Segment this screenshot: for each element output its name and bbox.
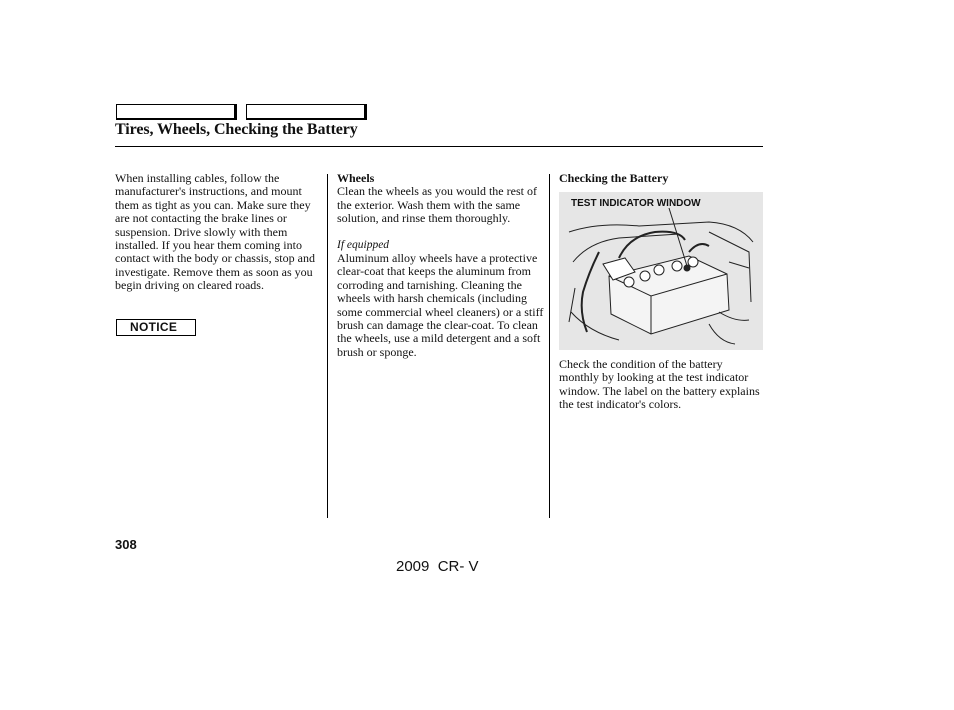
if-equipped-note: If equipped <box>337 238 390 251</box>
column-divider-1 <box>327 174 328 518</box>
battery-paragraph: Check the condition of the battery monthly by looking at the test indicator window. The label on the battery explains the test indicator's colors. <box>559 357 760 412</box>
chains-paragraph: When installing cables, follow the manufacturer's instructions, and mount them as tight as you can. Make sure they are not contacting the brake lines or suspension. Drive slowly with them installed. If you hear them coming into contact with the body or chassis, stop and investigate. Remove them as soon as you begin driving on cleared roads. <box>115 171 315 293</box>
page-number: 308 <box>115 537 137 552</box>
battery-drawing <box>559 192 763 350</box>
battery-heading: Checking the Battery <box>559 171 669 185</box>
column-3 <box>559 172 764 185</box>
wheels-paragraph-2: Aluminum alloy wheels have a protective clear-coat that keeps the aluminum from corroding and tarnishing. Cleaning the wheels with harsh chemicals (including some commercial wheel cleaners) or a stiff brush can damage the clear-coat. To clean the wheels, use a mild detergent and a soft brush or sponge. <box>337 251 544 359</box>
wheels-paragraph-1: Clean the wheels as you would the rest of the exterior. Wash them with the same solution, and rinse them thoroughly. <box>337 184 537 226</box>
notice-badge: NOTICE <box>116 319 196 336</box>
column-divider-2 <box>549 174 550 518</box>
column-1 <box>115 172 320 293</box>
wheels-heading: Wheels <box>337 171 375 185</box>
column-3-text <box>559 358 764 412</box>
battery-illustration <box>559 192 763 350</box>
model-footer: 2009 CR- V <box>396 558 479 575</box>
column-2 <box>337 172 545 359</box>
nav-tab-main-menu[interactable] <box>116 104 237 120</box>
title-rule <box>115 146 763 147</box>
figure-label: TEST INDICATOR WINDOW <box>571 198 701 209</box>
nav-tab-index[interactable] <box>246 104 367 120</box>
page-title: Tires, Wheels, Checking the Battery <box>115 121 358 138</box>
